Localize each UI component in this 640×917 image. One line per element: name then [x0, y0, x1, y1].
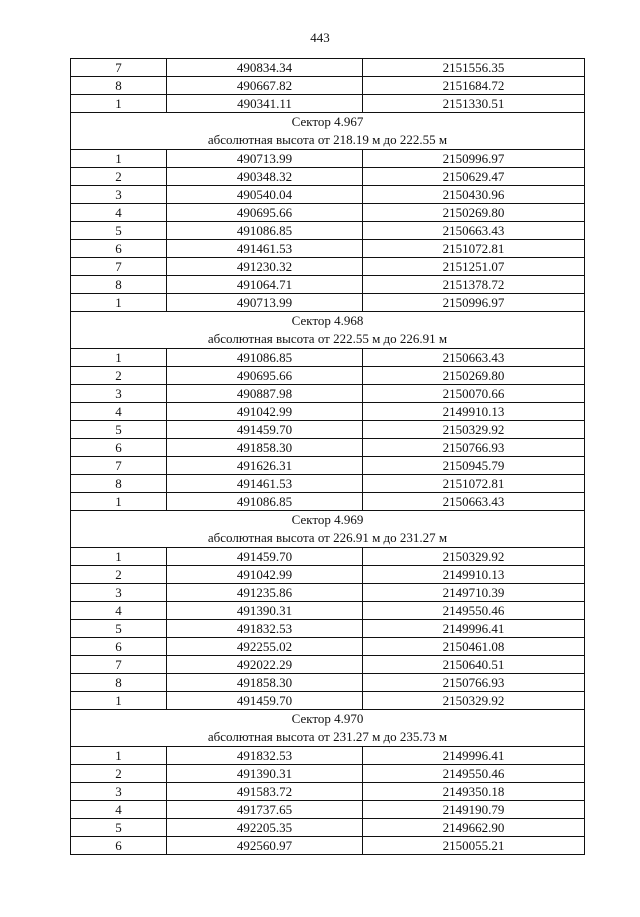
y-coordinate-cell: 2149996.41 [363, 620, 585, 638]
x-coordinate-cell: 491042.99 [167, 566, 363, 584]
point-number-cell: 1 [71, 294, 167, 312]
y-coordinate-cell: 2150629.47 [363, 168, 585, 186]
table-row [71, 421, 585, 439]
table-row [71, 566, 585, 584]
y-coordinate-cell: 2151251.07 [363, 258, 585, 276]
y-coordinate-cell: 2150945.79 [363, 457, 585, 475]
y-coordinate-cell: 2149996.41 [363, 747, 585, 765]
y-coordinate-cell: 2149910.13 [363, 403, 585, 421]
table-row [71, 674, 585, 692]
point-number-cell: 8 [71, 475, 167, 493]
x-coordinate-cell: 492560.97 [167, 837, 363, 855]
y-coordinate-cell: 2150329.92 [363, 548, 585, 566]
x-coordinate-cell: 491459.70 [167, 692, 363, 710]
table-row [71, 837, 585, 855]
table-row [71, 349, 585, 367]
y-coordinate-cell: 2150663.43 [363, 349, 585, 367]
y-coordinate-cell: 2150269.80 [363, 204, 585, 222]
coordinates-table-body [71, 59, 585, 855]
sector-title: Сектор 4.967 [291, 114, 364, 129]
sector-altitude-range: абсолютная высота от 226.91 м до 231.27 м [207, 530, 448, 545]
point-number-cell: 2 [71, 168, 167, 186]
table-row [71, 276, 585, 294]
sector-altitude-range: абсолютная высота от 222.55 м до 226.91 м [207, 331, 448, 346]
x-coordinate-cell: 492255.02 [167, 638, 363, 656]
point-number-cell: 4 [71, 204, 167, 222]
table-row [71, 403, 585, 421]
table-row [71, 59, 585, 77]
point-number-cell: 6 [71, 638, 167, 656]
y-coordinate-cell: 2149190.79 [363, 801, 585, 819]
x-coordinate-cell: 490695.66 [167, 204, 363, 222]
point-number-cell: 2 [71, 566, 167, 584]
y-coordinate-cell: 2150640.51 [363, 656, 585, 674]
x-coordinate-cell: 492205.35 [167, 819, 363, 837]
table-row [71, 548, 585, 566]
point-number-cell: 7 [71, 59, 167, 77]
x-coordinate-cell: 491858.30 [167, 439, 363, 457]
table-row [71, 367, 585, 385]
x-coordinate-cell: 490667.82 [167, 77, 363, 95]
point-number-cell: 5 [71, 421, 167, 439]
y-coordinate-cell: 2151330.51 [363, 95, 585, 113]
point-number-cell: 7 [71, 258, 167, 276]
y-coordinate-cell: 2150430.96 [363, 186, 585, 204]
sector-title: Сектор 4.968 [291, 313, 364, 328]
point-number-cell: 6 [71, 240, 167, 258]
x-coordinate-cell: 491737.65 [167, 801, 363, 819]
point-number-cell: 4 [71, 602, 167, 620]
y-coordinate-cell: 2151072.81 [363, 240, 585, 258]
x-coordinate-cell: 491583.72 [167, 783, 363, 801]
x-coordinate-cell: 491390.31 [167, 765, 363, 783]
point-number-cell: 1 [71, 150, 167, 168]
y-coordinate-cell: 2151378.72 [363, 276, 585, 294]
x-coordinate-cell: 490887.98 [167, 385, 363, 403]
y-coordinate-cell: 2150070.66 [363, 385, 585, 403]
table-row [71, 150, 585, 168]
point-number-cell: 1 [71, 548, 167, 566]
table-row [71, 620, 585, 638]
x-coordinate-cell: 491086.85 [167, 222, 363, 240]
point-number-cell: 3 [71, 584, 167, 602]
x-coordinate-cell: 491235.86 [167, 584, 363, 602]
table-row [71, 602, 585, 620]
table-row [71, 819, 585, 837]
point-number-cell: 4 [71, 801, 167, 819]
y-coordinate-cell: 2150461.08 [363, 638, 585, 656]
table-row [71, 638, 585, 656]
y-coordinate-cell: 2150766.93 [363, 674, 585, 692]
table-row [71, 168, 585, 186]
y-coordinate-cell: 2150996.97 [363, 294, 585, 312]
x-coordinate-cell: 491461.53 [167, 475, 363, 493]
x-coordinate-cell: 492022.29 [167, 656, 363, 674]
table-row [71, 222, 585, 240]
table-row [71, 747, 585, 765]
sector-header-cell [71, 710, 585, 747]
y-coordinate-cell: 2151072.81 [363, 475, 585, 493]
table-row [71, 584, 585, 602]
table-row [71, 493, 585, 511]
sector-title: Сектор 4.970 [291, 711, 364, 726]
y-coordinate-cell: 2149350.18 [363, 783, 585, 801]
y-coordinate-cell: 2149550.46 [363, 765, 585, 783]
x-coordinate-cell: 491832.53 [167, 620, 363, 638]
y-coordinate-cell: 2150329.92 [363, 421, 585, 439]
point-number-cell: 4 [71, 403, 167, 421]
y-coordinate-cell: 2151556.35 [363, 59, 585, 77]
point-number-cell: 5 [71, 819, 167, 837]
x-coordinate-cell: 491390.31 [167, 602, 363, 620]
x-coordinate-cell: 491858.30 [167, 674, 363, 692]
table-row [71, 77, 585, 95]
x-coordinate-cell: 490695.66 [167, 367, 363, 385]
y-coordinate-cell: 2149550.46 [363, 602, 585, 620]
point-number-cell: 1 [71, 747, 167, 765]
sector-header-row [71, 511, 585, 548]
y-coordinate-cell: 2149910.13 [363, 566, 585, 584]
x-coordinate-cell: 491064.71 [167, 276, 363, 294]
y-coordinate-cell: 2151684.72 [363, 77, 585, 95]
x-coordinate-cell: 491459.70 [167, 421, 363, 439]
table-row [71, 294, 585, 312]
table-row [71, 204, 585, 222]
sector-header-cell [71, 113, 585, 150]
x-coordinate-cell: 491042.99 [167, 403, 363, 421]
x-coordinate-cell: 491230.32 [167, 258, 363, 276]
x-coordinate-cell: 490834.34 [167, 59, 363, 77]
point-number-cell: 7 [71, 656, 167, 674]
sector-title: Сектор 4.969 [291, 512, 364, 527]
point-number-cell: 1 [71, 692, 167, 710]
x-coordinate-cell: 490348.32 [167, 168, 363, 186]
point-number-cell: 1 [71, 349, 167, 367]
page-number: 443 [310, 30, 330, 45]
y-coordinate-cell: 2150269.80 [363, 367, 585, 385]
point-number-cell: 3 [71, 385, 167, 403]
point-number-cell: 3 [71, 783, 167, 801]
table-row [71, 765, 585, 783]
point-number-cell: 8 [71, 77, 167, 95]
table-row [71, 240, 585, 258]
table-row [71, 457, 585, 475]
sector-header-row [71, 312, 585, 349]
table-row [71, 385, 585, 403]
sector-altitude-range: абсолютная высота от 231.27 м до 235.73 м [207, 729, 448, 744]
point-number-cell: 3 [71, 186, 167, 204]
y-coordinate-cell: 2149710.39 [363, 584, 585, 602]
x-coordinate-cell: 491461.53 [167, 240, 363, 258]
sector-altitude-range: абсолютная высота от 218.19 м до 222.55 м [207, 132, 448, 147]
x-coordinate-cell: 490713.99 [167, 150, 363, 168]
sector-header-row [71, 113, 585, 150]
sector-header-cell [71, 312, 585, 349]
y-coordinate-cell: 2150663.43 [363, 222, 585, 240]
point-number-cell: 8 [71, 674, 167, 692]
y-coordinate-cell: 2150766.93 [363, 439, 585, 457]
x-coordinate-cell: 490341.11 [167, 95, 363, 113]
table-row [71, 783, 585, 801]
point-number-cell: 6 [71, 837, 167, 855]
sector-header-row [71, 710, 585, 747]
sector-header-cell [71, 511, 585, 548]
table-row [71, 475, 585, 493]
x-coordinate-cell: 491086.85 [167, 349, 363, 367]
point-number-cell: 1 [71, 493, 167, 511]
point-number-cell: 2 [71, 367, 167, 385]
x-coordinate-cell: 490540.04 [167, 186, 363, 204]
point-number-cell: 7 [71, 457, 167, 475]
point-number-cell: 8 [71, 276, 167, 294]
point-number-cell: 1 [71, 95, 167, 113]
y-coordinate-cell: 2149662.90 [363, 819, 585, 837]
table-row [71, 258, 585, 276]
table-row [71, 186, 585, 204]
point-number-cell: 6 [71, 439, 167, 457]
x-coordinate-cell: 491626.31 [167, 457, 363, 475]
coordinates-table [70, 58, 585, 855]
point-number-cell: 2 [71, 765, 167, 783]
table-row [71, 439, 585, 457]
y-coordinate-cell: 2150055.21 [363, 837, 585, 855]
y-coordinate-cell: 2150663.43 [363, 493, 585, 511]
y-coordinate-cell: 2150329.92 [363, 692, 585, 710]
table-row [71, 95, 585, 113]
y-coordinate-cell: 2150996.97 [363, 150, 585, 168]
point-number-cell: 5 [71, 222, 167, 240]
x-coordinate-cell: 491086.85 [167, 493, 363, 511]
x-coordinate-cell: 491832.53 [167, 747, 363, 765]
x-coordinate-cell: 491459.70 [167, 548, 363, 566]
table-row [71, 801, 585, 819]
table-row [71, 692, 585, 710]
table-row [71, 656, 585, 674]
point-number-cell: 5 [71, 620, 167, 638]
x-coordinate-cell: 490713.99 [167, 294, 363, 312]
